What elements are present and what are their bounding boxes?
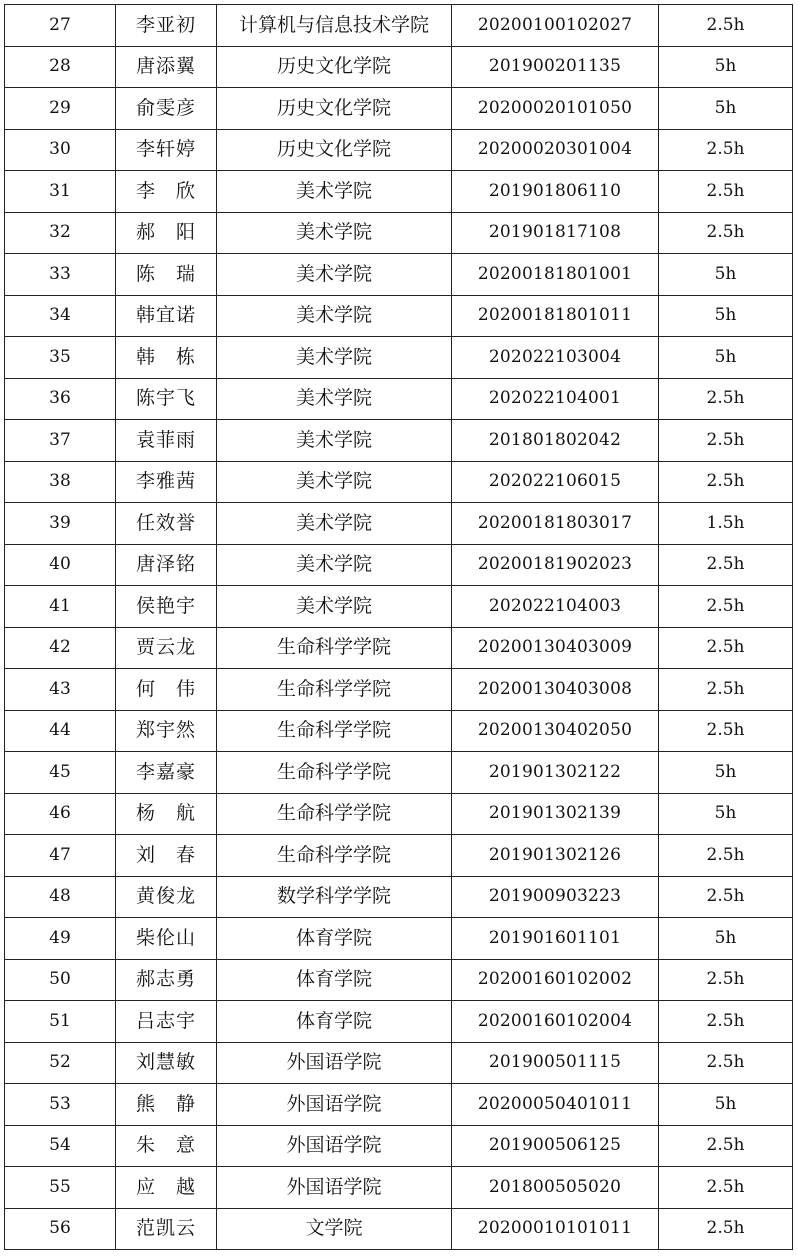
college-cell: 美术学院 (217, 337, 452, 379)
hours-cell: 1.5h (659, 503, 793, 545)
hours-cell: 2.5h (659, 710, 793, 752)
student-name-cell: 李雅茜 (116, 461, 217, 503)
table-row (5, 420, 793, 462)
student-name-cell: 刘 春 (116, 835, 217, 877)
hours-cell: 2.5h (659, 1208, 793, 1250)
row-number-cell: 27 (5, 5, 116, 47)
student-id-cell: 201900506125 (452, 1125, 659, 1167)
college-cell: 文学院 (217, 1208, 452, 1250)
college-cell: 体育学院 (217, 918, 452, 960)
table-row (5, 918, 793, 960)
college-cell: 美术学院 (217, 171, 452, 213)
row-number-cell: 42 (5, 627, 116, 669)
row-number-cell: 56 (5, 1208, 116, 1250)
college-cell: 生命科学学院 (217, 752, 452, 794)
college-cell: 美术学院 (217, 586, 452, 628)
college-cell: 外国语学院 (217, 1167, 452, 1209)
table-row (5, 586, 793, 628)
row-number-cell: 30 (5, 129, 116, 171)
college-cell: 外国语学院 (217, 1084, 452, 1126)
table-row (5, 129, 793, 171)
student-id-cell: 20200130403009 (452, 627, 659, 669)
row-number-cell: 48 (5, 876, 116, 918)
table-row (5, 254, 793, 296)
row-number-cell: 40 (5, 544, 116, 586)
college-cell: 美术学院 (217, 544, 452, 586)
student-id-cell: 201901806110 (452, 171, 659, 213)
hours-cell: 2.5h (659, 461, 793, 503)
student-id-cell: 20200130402050 (452, 710, 659, 752)
college-cell: 美术学院 (217, 212, 452, 254)
table-row (5, 1125, 793, 1167)
student-id-cell: 201901817108 (452, 212, 659, 254)
student-name-cell: 李 欣 (116, 171, 217, 213)
volunteer-hours-table (4, 4, 793, 1250)
table-row (5, 5, 793, 47)
table-row (5, 503, 793, 545)
college-cell: 美术学院 (217, 420, 452, 462)
hours-cell: 5h (659, 88, 793, 130)
hours-cell: 5h (659, 752, 793, 794)
student-id-cell: 201900903223 (452, 876, 659, 918)
student-name-cell: 黄俊龙 (116, 876, 217, 918)
college-cell: 生命科学学院 (217, 793, 452, 835)
row-number-cell: 34 (5, 295, 116, 337)
table-row (5, 876, 793, 918)
hours-cell: 5h (659, 1084, 793, 1126)
student-id-cell: 201800505020 (452, 1167, 659, 1209)
row-number-cell: 55 (5, 1167, 116, 1209)
student-id-cell: 201801802042 (452, 420, 659, 462)
table-body (5, 5, 793, 1250)
college-cell: 外国语学院 (217, 1042, 452, 1084)
table-row (5, 1042, 793, 1084)
hours-cell: 2.5h (659, 586, 793, 628)
row-number-cell: 46 (5, 793, 116, 835)
row-number-cell: 36 (5, 378, 116, 420)
student-name-cell: 唐泽铭 (116, 544, 217, 586)
student-id-cell: 202022106015 (452, 461, 659, 503)
student-id-cell: 20200100102027 (452, 5, 659, 47)
college-cell: 历史文化学院 (217, 46, 452, 88)
student-id-cell: 202022104003 (452, 586, 659, 628)
hours-cell: 2.5h (659, 669, 793, 711)
student-id-cell: 20200130403008 (452, 669, 659, 711)
table-row (5, 669, 793, 711)
student-id-cell: 20200020301004 (452, 129, 659, 171)
student-name-cell: 李嘉豪 (116, 752, 217, 794)
student-id-cell: 201901302139 (452, 793, 659, 835)
table-row (5, 88, 793, 130)
college-cell: 美术学院 (217, 461, 452, 503)
student-id-cell: 20200160102002 (452, 959, 659, 1001)
student-name-cell: 郑宇然 (116, 710, 217, 752)
row-number-cell: 33 (5, 254, 116, 296)
student-id-cell: 201900501115 (452, 1042, 659, 1084)
table-row (5, 793, 793, 835)
student-id-cell: 201900201135 (452, 46, 659, 88)
table-row (5, 1167, 793, 1209)
row-number-cell: 39 (5, 503, 116, 545)
hours-cell: 2.5h (659, 171, 793, 213)
student-name-cell: 任效誉 (116, 503, 217, 545)
table-row (5, 752, 793, 794)
college-cell: 计算机与信息技术学院 (217, 5, 452, 47)
table-row (5, 835, 793, 877)
college-cell: 生命科学学院 (217, 627, 452, 669)
table-row (5, 295, 793, 337)
hours-cell: 2.5h (659, 627, 793, 669)
college-cell: 美术学院 (217, 378, 452, 420)
college-cell: 数学科学学院 (217, 876, 452, 918)
table-row (5, 1001, 793, 1043)
row-number-cell: 53 (5, 1084, 116, 1126)
row-number-cell: 51 (5, 1001, 116, 1043)
hours-cell: 2.5h (659, 5, 793, 47)
row-number-cell: 32 (5, 212, 116, 254)
student-id-cell: 20200181801001 (452, 254, 659, 296)
student-id-cell: 20200181803017 (452, 503, 659, 545)
student-name-cell: 应 越 (116, 1167, 217, 1209)
table-row (5, 1084, 793, 1126)
student-name-cell: 吕志宇 (116, 1001, 217, 1043)
table-row (5, 378, 793, 420)
hours-cell: 2.5h (659, 1001, 793, 1043)
student-id-cell: 20200010101011 (452, 1208, 659, 1250)
student-name-cell: 杨 航 (116, 793, 217, 835)
college-cell: 外国语学院 (217, 1125, 452, 1167)
student-id-cell: 202022104001 (452, 378, 659, 420)
row-number-cell: 37 (5, 420, 116, 462)
student-name-cell: 贾云龙 (116, 627, 217, 669)
hours-cell: 2.5h (659, 876, 793, 918)
student-name-cell: 李亚初 (116, 5, 217, 47)
table-row (5, 544, 793, 586)
student-name-cell: 俞雯彦 (116, 88, 217, 130)
table-row (5, 171, 793, 213)
student-name-cell: 李轩婷 (116, 129, 217, 171)
hours-cell: 5h (659, 793, 793, 835)
college-cell: 生命科学学院 (217, 835, 452, 877)
table-row (5, 46, 793, 88)
student-name-cell: 唐添翼 (116, 46, 217, 88)
row-number-cell: 50 (5, 959, 116, 1001)
college-cell: 生命科学学院 (217, 669, 452, 711)
table-row (5, 212, 793, 254)
student-id-cell: 20200020101050 (452, 88, 659, 130)
student-id-cell: 20200181902023 (452, 544, 659, 586)
student-name-cell: 袁菲雨 (116, 420, 217, 462)
row-number-cell: 49 (5, 918, 116, 960)
hours-cell: 2.5h (659, 835, 793, 877)
student-name-cell: 韩 栋 (116, 337, 217, 379)
row-number-cell: 45 (5, 752, 116, 794)
row-number-cell: 44 (5, 710, 116, 752)
table-row (5, 1208, 793, 1250)
college-cell: 美术学院 (217, 295, 452, 337)
college-cell: 美术学院 (217, 503, 452, 545)
row-number-cell: 52 (5, 1042, 116, 1084)
college-cell: 历史文化学院 (217, 88, 452, 130)
student-name-cell: 柴伦山 (116, 918, 217, 960)
row-number-cell: 47 (5, 835, 116, 877)
hours-cell: 2.5h (659, 420, 793, 462)
student-id-cell: 201901302122 (452, 752, 659, 794)
student-id-cell: 201901302126 (452, 835, 659, 877)
student-name-cell: 刘慧敏 (116, 1042, 217, 1084)
college-cell: 生命科学学院 (217, 710, 452, 752)
hours-cell: 2.5h (659, 544, 793, 586)
college-cell: 历史文化学院 (217, 129, 452, 171)
college-cell: 美术学院 (217, 254, 452, 296)
student-name-cell: 何 伟 (116, 669, 217, 711)
hours-cell: 2.5h (659, 959, 793, 1001)
row-number-cell: 54 (5, 1125, 116, 1167)
hours-cell: 5h (659, 918, 793, 960)
hours-cell: 2.5h (659, 1125, 793, 1167)
hours-cell: 5h (659, 46, 793, 88)
student-name-cell: 郝 阳 (116, 212, 217, 254)
hours-cell: 2.5h (659, 1042, 793, 1084)
student-name-cell: 陈 瑞 (116, 254, 217, 296)
row-number-cell: 31 (5, 171, 116, 213)
row-number-cell: 35 (5, 337, 116, 379)
table-row (5, 627, 793, 669)
college-cell: 体育学院 (217, 959, 452, 1001)
row-number-cell: 43 (5, 669, 116, 711)
student-name-cell: 韩宜诺 (116, 295, 217, 337)
student-name-cell: 熊 静 (116, 1084, 217, 1126)
student-name-cell: 郝志勇 (116, 959, 217, 1001)
student-id-cell: 202022103004 (452, 337, 659, 379)
student-id-cell: 20200050401011 (452, 1084, 659, 1126)
table-row (5, 461, 793, 503)
hours-cell: 5h (659, 337, 793, 379)
hours-cell: 2.5h (659, 212, 793, 254)
table-row (5, 710, 793, 752)
hours-cell: 2.5h (659, 378, 793, 420)
student-id-cell: 20200181801011 (452, 295, 659, 337)
hours-cell: 2.5h (659, 1167, 793, 1209)
row-number-cell: 41 (5, 586, 116, 628)
student-name-cell: 侯艳宇 (116, 586, 217, 628)
row-number-cell: 29 (5, 88, 116, 130)
table-row (5, 337, 793, 379)
hours-cell: 5h (659, 295, 793, 337)
hours-cell: 5h (659, 254, 793, 296)
table-row (5, 959, 793, 1001)
student-name-cell: 朱 意 (116, 1125, 217, 1167)
hours-cell: 2.5h (659, 129, 793, 171)
college-cell: 体育学院 (217, 1001, 452, 1043)
student-name-cell: 陈宇飞 (116, 378, 217, 420)
student-name-cell: 范凯云 (116, 1208, 217, 1250)
row-number-cell: 38 (5, 461, 116, 503)
student-id-cell: 20200160102004 (452, 1001, 659, 1043)
student-id-cell: 201901601101 (452, 918, 659, 960)
row-number-cell: 28 (5, 46, 116, 88)
